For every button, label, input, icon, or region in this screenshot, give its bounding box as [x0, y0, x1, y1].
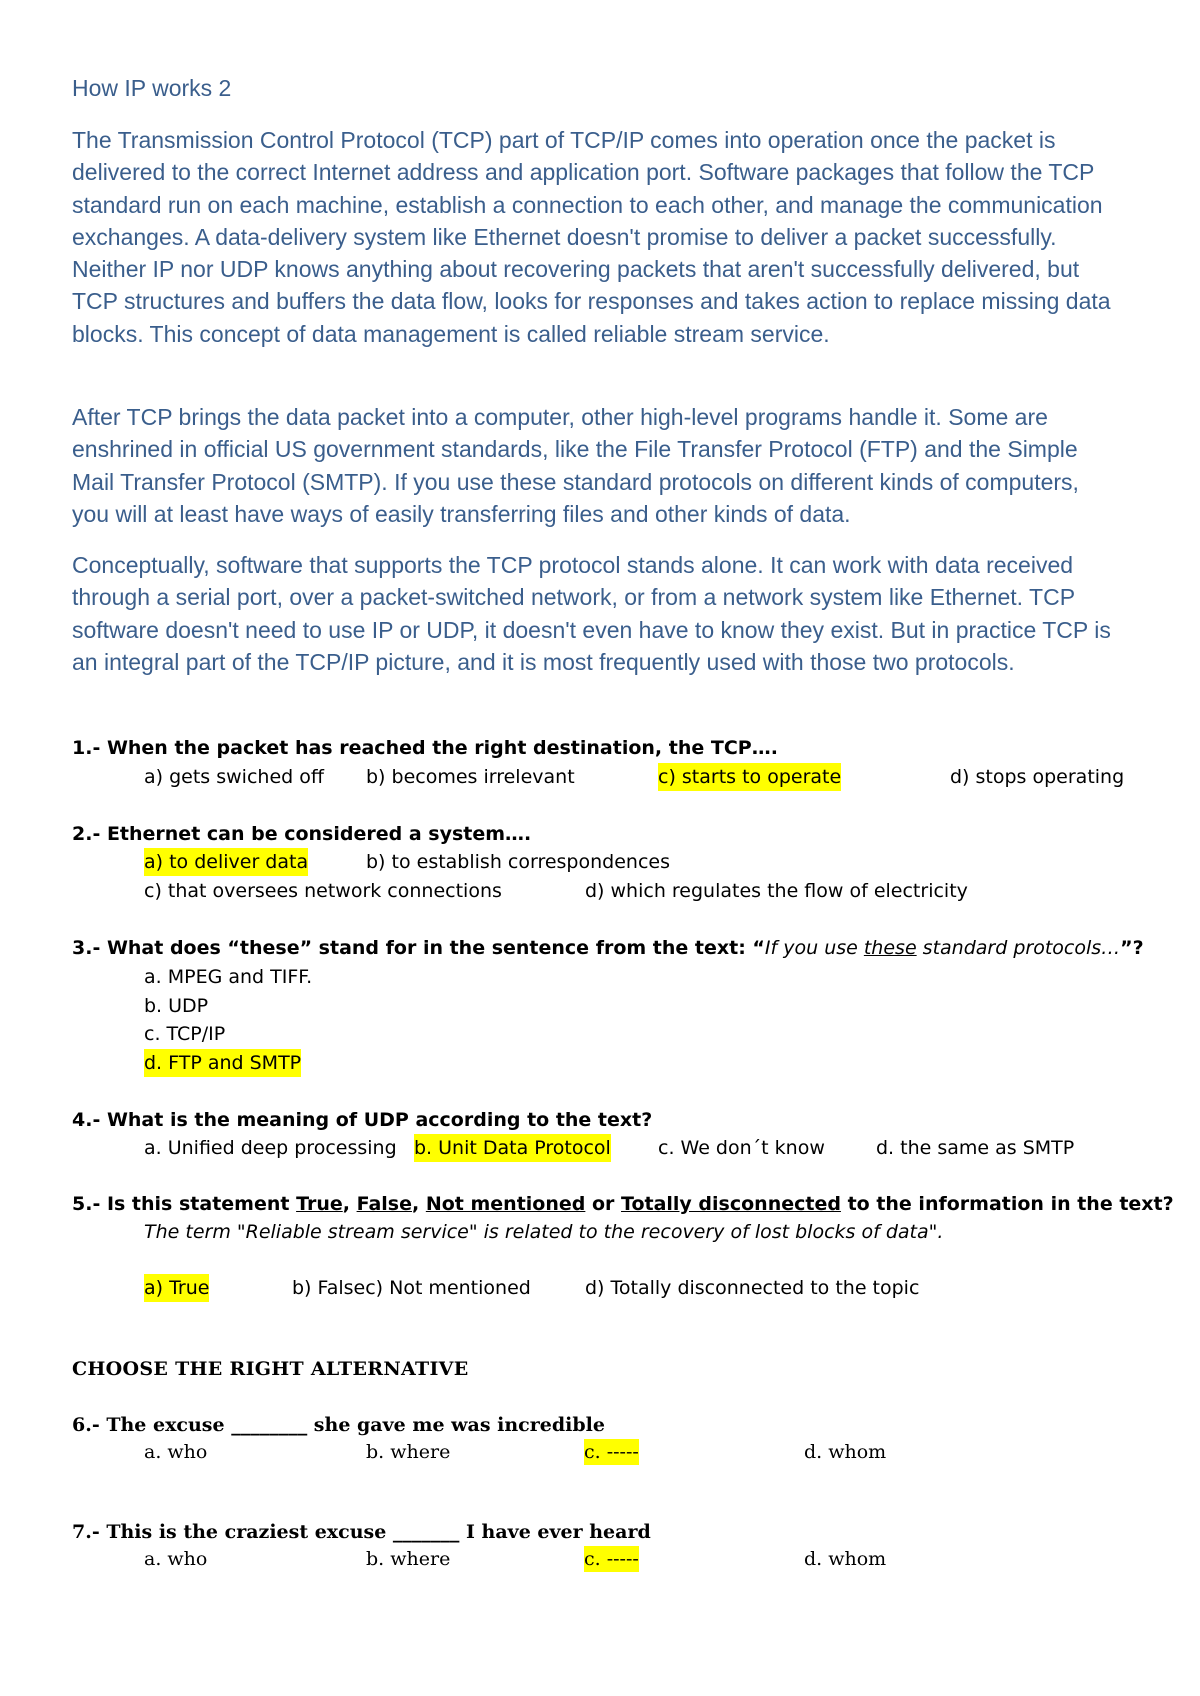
question-6-option-d: d. whom — [804, 1441, 887, 1463]
question-5-word-not-mentioned: Not mentioned — [425, 1193, 586, 1215]
question-2-option-a-highlighted: a) to deliver data — [144, 848, 308, 876]
passage-paragraph-2: After TCP brings the data packet into a computer, other high-level programs handle it. Some are enshrined in official US government standards, like the File Transfer Protocol (FTP) and the Simple Mail Transfer Protocol (SMTP). If you use these standard protocols on different kinds of computers, you will at least have ways of easily transferring files and other kinds of data. — [72, 404, 1079, 527]
question-5-option-a-highlighted: a) True — [144, 1274, 209, 1302]
question-3-text — [72, 934, 1144, 962]
question-7-option-d: d. whom — [804, 1548, 887, 1570]
question-5-text — [72, 1190, 1174, 1218]
question-5-option-d: d) Totally disconnected to the topic — [585, 1277, 920, 1299]
question-4-option-d: d. the same as SMTP — [876, 1137, 1075, 1159]
question-1-option-a: a) gets swiched off — [144, 766, 324, 788]
question-3-option-c: c. TCP/IP — [144, 1023, 226, 1045]
passage-paragraph-3: Conceptually, software that supports the TCP protocol stands alone. It can work with data received through a serial port, over a packet-switched network, or from a network system like Ethernet. TCP software doesn't need to use IP or UDP, it doesn't even have to know they exist. But in practice TCP is an integral part of the TCP/IP picture, and it is most frequently used with those two protocols. — [72, 552, 1111, 675]
question-7-option-b: b. where — [366, 1548, 451, 1570]
question-3-option-a: a. MPEG and TIFF. — [144, 966, 313, 988]
question-1-option-b: b) becomes irrelevant — [366, 766, 575, 788]
question-3-quote-part-1: If you use — [764, 937, 864, 959]
question-3-option-b: b. UDP — [144, 995, 209, 1017]
question-3-quote-underlined: these — [863, 937, 917, 959]
question-5-statement: The term "Reliable stream service" is related to the recovery of lost blocks of data". — [144, 1221, 944, 1243]
question-3-lead: 3.- What does “these” stand for in the sentence from the text: “ — [72, 937, 765, 959]
question-5-sep-2: , — [411, 1193, 426, 1215]
question-5-sep-3: or — [585, 1193, 622, 1215]
question-2-option-d: d) which regulates the flow of electricity — [585, 880, 968, 902]
question-6-text: 6.- The excuse ________ she gave me was incredible — [72, 1414, 605, 1436]
question-3-end: ”? — [1120, 937, 1144, 959]
question-7-text: 7.- This is the craziest excuse _______ I have ever heard — [72, 1521, 651, 1543]
question-4-option-a: a. Unified deep processing — [144, 1137, 397, 1159]
question-1-option-c-highlighted: c) starts to operate — [658, 763, 841, 791]
question-4-option-b-highlighted: b. Unit Data Protocol — [414, 1134, 611, 1162]
question-5-lead: 5.- Is this statement — [72, 1193, 297, 1215]
document-title: How IP works 2 — [72, 75, 232, 101]
question-5-tail: to the information in the text? — [840, 1193, 1174, 1215]
question-6-option-b: b. where — [366, 1441, 451, 1463]
question-5-word-false: False — [356, 1193, 412, 1215]
question-6-option-a: a. who — [144, 1441, 208, 1463]
question-5-word-totally-disconnected: Totally disconnected — [621, 1193, 841, 1215]
question-2-text: 2.- Ethernet can be considered a system…. — [72, 823, 532, 845]
passage-paragraph-1: The Transmission Control Protocol (TCP) part of TCP/IP comes into operation once the packet is delivered to the correct Internet address and application port. Software packages that follow the TCP standard run on each machine, establish a connection to each other, and manage the communication exchanges. A data-delivery system like Ethernet doesn't promise to deliver a packet successfully. Neither IP nor UDP knows anything about recovering packets that aren't successfully delivered, but TCP structures and buffers the data flow, looks for responses and takes action to replace missing data blocks. This concept of data management is called reliable stream service. — [72, 127, 1111, 347]
question-7-option-c-highlighted: c. ----- — [584, 1548, 639, 1570]
question-2-option-c: c) that oversees network connections — [144, 880, 502, 902]
question-3-quote-part-2: standard protocols… — [916, 937, 1121, 959]
section-heading: CHOOSE THE RIGHT ALTERNATIVE — [72, 1358, 469, 1380]
question-3-option-d-highlighted: d. FTP and SMTP — [144, 1049, 301, 1077]
question-1-option-d: d) stops operating — [950, 766, 1125, 788]
question-4-text: 4.- What is the meaning of UDP according to the text? — [72, 1109, 653, 1131]
question-1-text: 1.- When the packet has reached the right destination, the TCP…. — [72, 737, 778, 759]
question-2-option-b: b) to establish correspondences — [366, 851, 670, 873]
question-4-option-c: c. We don´t know — [658, 1137, 825, 1159]
question-5-option-b-c: b) Falsec) Not mentioned — [292, 1277, 531, 1299]
question-6-option-c-highlighted: c. ----- — [584, 1441, 639, 1463]
question-5-sep-1: , — [342, 1193, 357, 1215]
question-7-option-a: a. who — [144, 1548, 208, 1570]
question-5-word-true: True — [296, 1193, 343, 1215]
question-3-quote — [765, 937, 1120, 959]
